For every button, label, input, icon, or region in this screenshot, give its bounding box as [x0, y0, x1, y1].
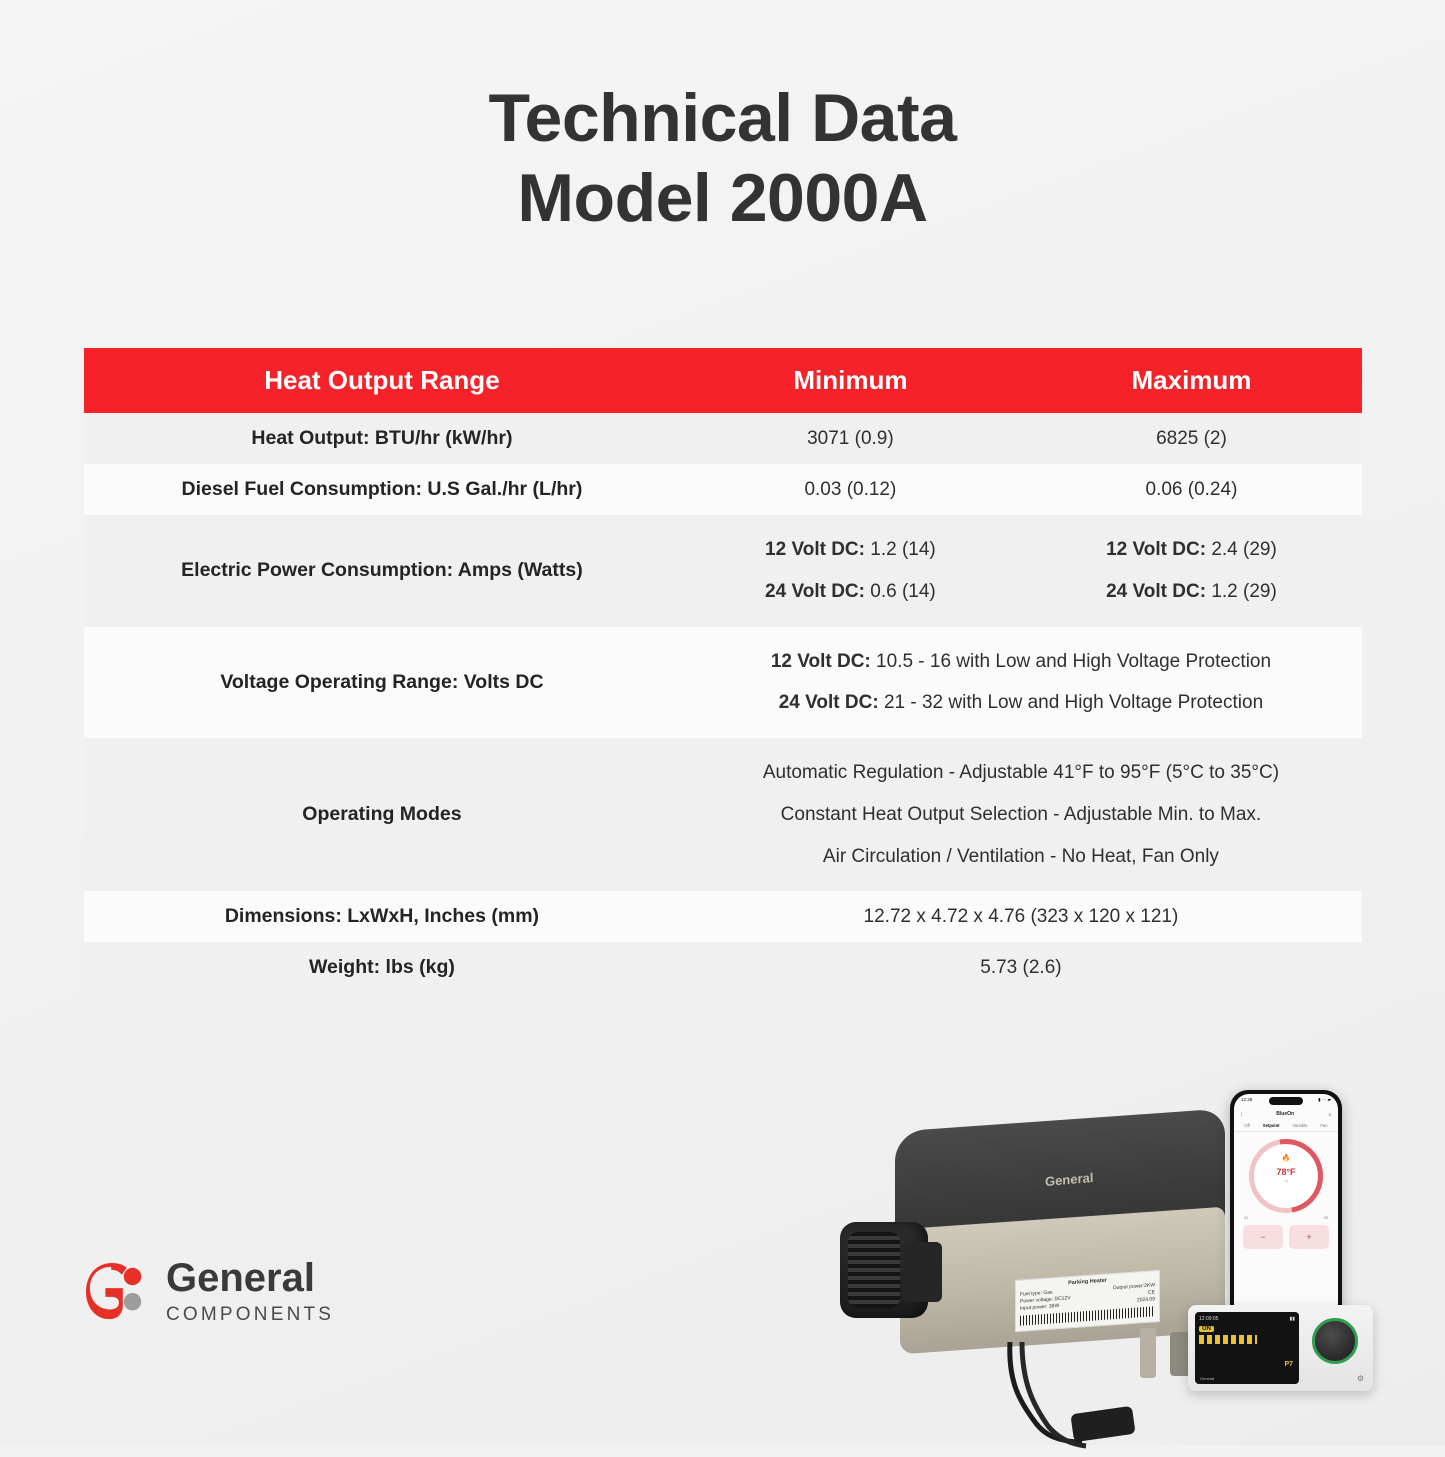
tab-off[interactable]: Off [1244, 1123, 1250, 1128]
table-row [84, 464, 1362, 515]
spec-table-container [84, 348, 1362, 993]
table-row [84, 942, 1362, 993]
label-fuel-type: Fuel type: Gas [1020, 1289, 1053, 1298]
voltage-12v-tag: 12 Volt DC: [770, 650, 871, 672]
electric-min-12v [690, 529, 1011, 571]
label-power-voltage: Power voltage: DC12V [1020, 1295, 1071, 1305]
menu-icon[interactable]: ≡ [1328, 1111, 1331, 1117]
controller-top-bar [1199, 1316, 1295, 1322]
tab-variable[interactable]: Variable [1292, 1123, 1308, 1128]
row-label-weight: Weight: lbs (kg) [84, 942, 680, 993]
row-label-voltage-range: Voltage Operating Range: Volts DC [84, 627, 680, 739]
label-title: Parking Heater [1068, 1277, 1107, 1287]
electric-max-24v-tag: 24 Volt DC: [1106, 580, 1207, 602]
table-row [84, 413, 1362, 464]
table-row [84, 515, 1362, 627]
voltage-12v-value: 10.5 - 16 with Low and High Voltage Protection [870, 650, 1272, 672]
cell-weight: 5.73 (2.6) [680, 942, 1362, 993]
cell-voltage-range [680, 627, 1362, 739]
table-row [84, 738, 1362, 891]
controller-knob-area[interactable] [1306, 1312, 1366, 1384]
controller-status-badge: ON [1199, 1326, 1214, 1332]
row-label-operating-modes: Operating Modes [84, 738, 680, 891]
cell-electric-min [680, 515, 1021, 627]
outlet-neck [902, 1242, 942, 1302]
gear-icon[interactable]: ⚙ [1356, 1374, 1364, 1383]
dial-scale [1234, 1213, 1338, 1220]
label-date: 2024.09 [1136, 1296, 1155, 1305]
electric-max-24v [1031, 571, 1352, 613]
voltage-24v-line [690, 682, 1352, 724]
heater-controller-device [1188, 1305, 1373, 1391]
table-header [84, 348, 1362, 413]
temperature-dial[interactable] [1249, 1139, 1323, 1213]
electric-min-24v-value: 0.6 (14) [864, 580, 936, 602]
header-maximum: Maximum [1021, 348, 1362, 413]
electric-min-12v-tag: 12 Volt DC: [765, 539, 865, 560]
controller-signal-icon: ▮▮ [1289, 1316, 1295, 1322]
header-minimum: Minimum [680, 348, 1021, 413]
brand-logo [86, 1258, 334, 1326]
dial-scale-min: 41 [1244, 1215, 1249, 1220]
table-body [84, 413, 1362, 993]
label-input-power: Input power: 36W [1020, 1303, 1060, 1313]
info-icon[interactable]: i [1241, 1111, 1242, 1117]
status-icons: ▮ ⋯ ▰ [1318, 1097, 1331, 1102]
product-spec-label [1015, 1270, 1160, 1332]
voltage-24v-value: 21 - 32 with Low and High Voltage Protection [878, 692, 1264, 714]
rotary-knob[interactable] [1312, 1318, 1358, 1364]
operating-mode-3: Air Circulation / Ventilation - No Heat, Fan Only [822, 845, 1219, 867]
controller-level-bars [1199, 1335, 1257, 1344]
electric-min-24v [690, 571, 1011, 613]
voltage-12v-line [690, 641, 1352, 683]
controller-time: 12:09:05 [1199, 1316, 1219, 1322]
row-label-dimensions: Dimensions: LxWxH, Inches (mm) [84, 891, 680, 942]
adjust-buttons[interactable] [1234, 1220, 1338, 1249]
heater-brand-badge: General [1044, 1169, 1094, 1190]
logo-text-block [166, 1258, 334, 1326]
table-header-row [84, 348, 1362, 413]
row-label-heat-output: Heat Output: BTU/hr (kW/hr) [84, 413, 680, 464]
cell-heat-output-min: 3071 (0.9) [680, 413, 1021, 464]
increase-button[interactable]: + [1289, 1225, 1329, 1249]
electric-min-12v-value: 1.2 (14) [864, 539, 936, 560]
controller-display [1195, 1312, 1299, 1384]
status-time: 12:29 [1241, 1097, 1253, 1102]
tab-setpoint[interactable]: Setpoint [1262, 1123, 1280, 1128]
table-row [84, 891, 1362, 942]
logo-name: General [166, 1256, 315, 1300]
dial-scale-max: 95 [1323, 1215, 1328, 1220]
cell-heat-output-max: 6825 (2) [1021, 413, 1362, 464]
table-row [84, 627, 1362, 739]
label-output-power: Output power:2KW [1112, 1282, 1155, 1292]
controller-brand-mark: General [1200, 1376, 1215, 1381]
voltage-24v-tag: 24 Volt DC: [778, 692, 879, 714]
app-header [1234, 1103, 1338, 1119]
cell-fuel-max: 0.06 (0.24) [1021, 464, 1362, 515]
logo-mark-icon [86, 1261, 148, 1323]
dial-temperature-value: 78°F [1276, 1167, 1296, 1177]
cell-fuel-min: 0.03 (0.12) [680, 464, 1021, 515]
controller-power-level: P7 [1284, 1361, 1293, 1368]
cell-dimensions: 12.72 x 4.72 x 4.76 (323 x 120 x 121) [680, 891, 1362, 942]
product-image-group [830, 1090, 1430, 1445]
cell-operating-modes [680, 738, 1362, 891]
header-heat-output-range: Heat Output Range [84, 348, 680, 413]
electric-max-12v [1031, 529, 1352, 571]
title-line-2: Model 2000A [517, 160, 928, 237]
row-label-fuel-consumption: Diesel Fuel Consumption: U.S Gal./hr (L/hr) [84, 464, 680, 515]
flame-icon: 🔥 [1281, 1155, 1291, 1162]
electric-min-24v-tag: 24 Volt DC: [765, 580, 865, 602]
app-tab-bar[interactable] [1234, 1119, 1338, 1132]
operating-mode-2: Constant Heat Output Selection - Adjustable Min. to Max. [780, 803, 1262, 825]
decrease-button[interactable]: − [1243, 1225, 1283, 1249]
smartphone-app-mockup [1230, 1090, 1342, 1322]
cell-electric-max [1021, 515, 1362, 627]
electric-max-24v-value: 1.2 (29) [1206, 580, 1277, 602]
tab-fan[interactable]: Fan [1320, 1123, 1328, 1128]
row-label-electric-power: Electric Power Consumption: Amps (Watts) [84, 515, 680, 627]
phone-notch [1269, 1097, 1303, 1105]
operating-mode-1: Automatic Regulation - Adjustable 41°F to 95°F (5°C to 35°C) [762, 762, 1280, 783]
electric-max-12v-value: 2.4 (29) [1206, 539, 1277, 560]
logo-subtitle: COMPONENTS [166, 1304, 335, 1325]
electric-max-12v-tag: 12 Volt DC: [1106, 539, 1207, 560]
phone-screen [1234, 1094, 1338, 1318]
title-line-1: Technical Data [488, 80, 957, 156]
app-title: BlueOn [1276, 1111, 1295, 1117]
exhaust-pipe [1140, 1328, 1156, 1378]
spec-table [84, 348, 1362, 993]
dial-unit-label: °F [1283, 1179, 1289, 1184]
page-title [0, 0, 1445, 238]
label-cert: CE [1148, 1289, 1155, 1296]
